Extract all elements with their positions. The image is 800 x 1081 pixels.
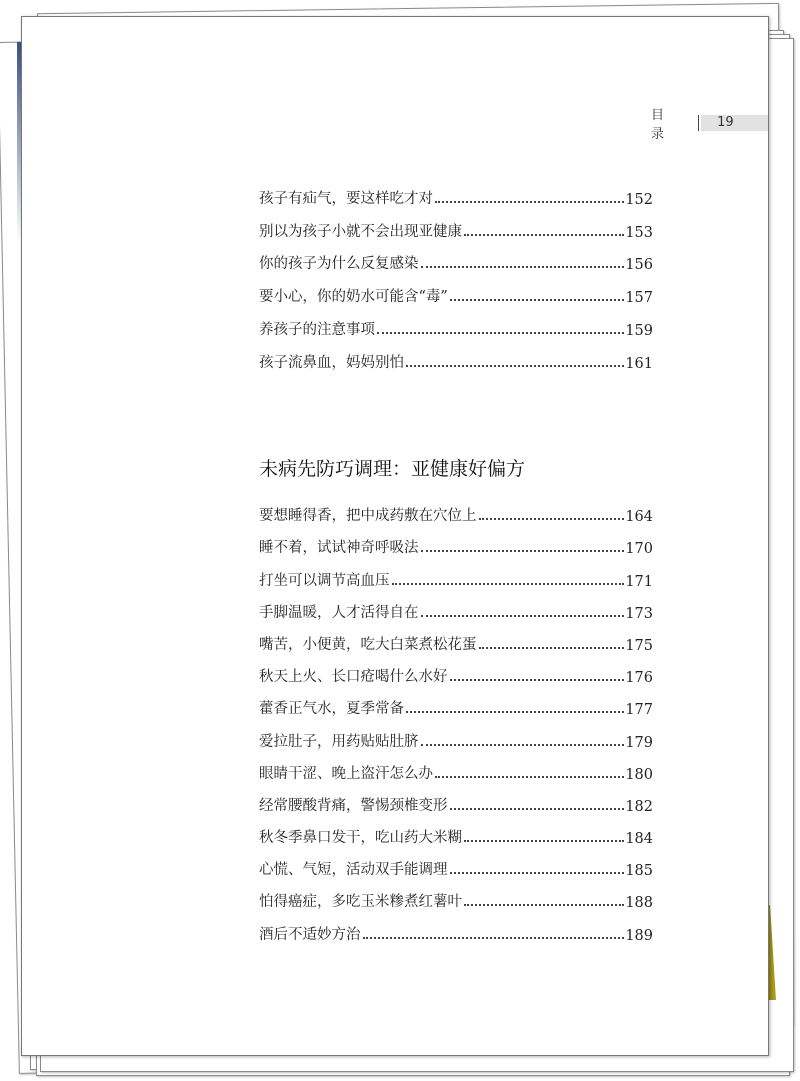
toc-entry-title: 要小心，你的奶水可能含“毒” [259, 289, 448, 306]
toc-entry-title: 经常腰酸背痛，警惕颈椎变形 [259, 797, 448, 814]
header-section-label: 目 录 [651, 108, 671, 142]
section-heading: 未病先防巧调理：亚健康好偏方 [259, 458, 526, 480]
toc-entry[interactable] [259, 654, 653, 686]
toc-entry-page: 176 [625, 670, 653, 687]
toc-entry-page: 152 [625, 191, 653, 208]
toc-page [21, 16, 769, 1056]
toc-entry[interactable] [259, 306, 653, 339]
toc-entry[interactable] [259, 175, 653, 208]
toc-entry-title: 打坐可以调节高血压 [259, 572, 390, 589]
toc-entry-title: 养孩子的注意事项 [259, 321, 375, 338]
toc-entry[interactable] [259, 493, 653, 525]
toc-entry-title: 怕得癌症，多吃玉米糁煮红薯叶 [259, 894, 462, 911]
toc-entry-title: 心慌、气短，活动双手能调理 [259, 862, 448, 879]
toc-section-1 [259, 175, 653, 372]
toc-entry-title: 秋冬季鼻口发干，吃山药大米糊 [259, 830, 462, 847]
toc-entry[interactable] [259, 911, 653, 943]
leader-dots [450, 299, 624, 301]
toc-entry-page: 161 [625, 355, 653, 372]
toc-entry-page: 189 [625, 927, 653, 944]
toc-entry-title: 藿香正气水，夏季常备 [259, 701, 404, 718]
toc-entry[interactable] [259, 879, 653, 911]
toc-entry[interactable] [259, 686, 653, 718]
toc-entry-title: 孩子流鼻血，妈妈别怕 [259, 354, 404, 371]
leader-dots [435, 201, 624, 203]
toc-entry-title: 嘴苦，小便黄，吃大白菜煮松花蛋 [259, 636, 477, 653]
toc-entry-page: 153 [625, 224, 653, 241]
toc-entry-title: 爱拉肚子，用药贴贴肚脐 [259, 733, 419, 750]
toc-entry-title: 别以为孩子小就不会出现亚健康 [259, 223, 462, 240]
toc-entry-title: 手脚温暖，人才活得自在 [259, 604, 419, 621]
toc-entry-title: 眼睛干涩、晚上盗汗怎么办 [259, 765, 433, 782]
toc-entry-title: 要想睡得香，把中成药敷在穴位上 [259, 508, 477, 525]
leader-dots [435, 776, 624, 778]
toc-section-2 [259, 493, 653, 944]
running-header [651, 104, 768, 142]
toc-entry-page: 188 [625, 895, 653, 912]
toc-entry-page: 175 [625, 637, 653, 654]
toc-entry[interactable] [259, 525, 653, 557]
toc-entry[interactable] [259, 751, 653, 783]
leader-dots [479, 647, 625, 649]
toc-entry[interactable] [259, 557, 653, 589]
header-divider [698, 115, 699, 131]
toc-entry[interactable] [259, 339, 653, 372]
toc-entry[interactable] [259, 718, 653, 750]
toc-entry-title: 酒后不适妙方治 [259, 926, 361, 943]
toc-entry-page: 173 [625, 605, 653, 622]
leader-dots [450, 872, 625, 874]
toc-entry-page: 185 [625, 863, 653, 880]
toc-entry[interactable] [259, 847, 653, 879]
toc-entry[interactable] [259, 783, 653, 815]
toc-entry-page: 182 [625, 798, 653, 815]
toc-entry-page: 170 [625, 541, 653, 558]
toc-entry-page: 179 [625, 734, 653, 751]
toc-entry[interactable] [259, 815, 653, 847]
leader-dots [450, 679, 625, 681]
toc-entry[interactable] [259, 622, 653, 654]
leader-dots [421, 550, 625, 552]
toc-entry-page: 157 [625, 290, 653, 307]
leader-dots [406, 711, 624, 713]
toc-entry-page: 184 [625, 831, 653, 848]
leader-dots [363, 937, 625, 939]
toc-entry-title: 孩子有疝气，要这样吃才对 [259, 190, 433, 207]
toc-entry-title: 你的孩子为什么反复感染 [259, 256, 419, 273]
toc-entry-page: 177 [625, 702, 653, 719]
toc-entry-title: 秋天上火、长口疮喝什么水好 [259, 669, 448, 686]
leader-dots [377, 332, 624, 334]
leader-dots [421, 266, 625, 268]
leader-dots [406, 365, 624, 367]
leader-dots [479, 518, 625, 520]
leader-dots [421, 744, 625, 746]
toc-entry-page: 159 [625, 322, 653, 339]
toc-entry[interactable] [259, 208, 653, 241]
toc-entry-page: 171 [625, 573, 653, 590]
header-page-number: 19 [701, 115, 768, 131]
toc-entry-page: 180 [625, 766, 653, 783]
leader-dots [464, 904, 624, 906]
toc-entry-page: 156 [625, 257, 653, 274]
leader-dots [392, 583, 625, 585]
leader-dots [421, 615, 625, 617]
toc-entry[interactable] [259, 273, 653, 306]
toc-entry-page: 164 [625, 509, 653, 526]
toc-entry[interactable] [259, 241, 653, 274]
leader-dots [464, 840, 624, 842]
toc-entry[interactable] [259, 590, 653, 622]
leader-dots [450, 808, 625, 810]
toc-entry-title: 睡不着，试试神奇呼吸法 [259, 540, 419, 557]
leader-dots [464, 234, 624, 236]
